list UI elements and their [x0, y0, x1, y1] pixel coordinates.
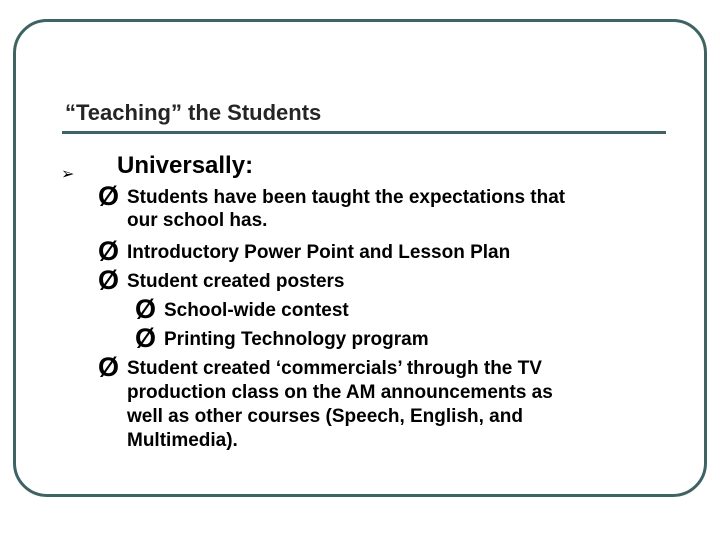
arrow-bullet-icon: Ø — [135, 323, 157, 353]
slide-title: “Teaching” the Students — [65, 100, 322, 125]
list-item-continuation: our school has. — [127, 210, 268, 231]
list-item-text: Student created posters — [127, 271, 345, 292]
arrow-bullet-icon: Ø — [135, 294, 157, 324]
list-item-text: Printing Technology program — [164, 329, 429, 350]
title-divider — [62, 131, 666, 134]
list-item-continuation: production class on the AM announcements as — [127, 382, 553, 403]
list-item-continuation: Multimedia). — [127, 430, 238, 451]
bullet-universally: Universally: — [117, 152, 254, 179]
list-item-continuation: well as other courses (Speech, English, and — [127, 406, 523, 427]
arrow-bullet-icon: Ø — [98, 236, 120, 266]
arrow-bullet-icon: ➢ — [61, 166, 75, 183]
list-item-text: Introductory Power Point and Lesson Plan — [127, 242, 511, 263]
arrow-bullet-icon: Ø — [98, 265, 120, 295]
list-item-text: School-wide contest — [164, 300, 349, 321]
list-item-text: Students have been taught the expectations that — [127, 187, 566, 208]
arrow-bullet-icon: Ø — [98, 352, 120, 382]
arrow-bullet-icon: Ø — [98, 181, 120, 211]
list-item-text: Student created ‘commercials’ through the TV — [127, 358, 542, 379]
